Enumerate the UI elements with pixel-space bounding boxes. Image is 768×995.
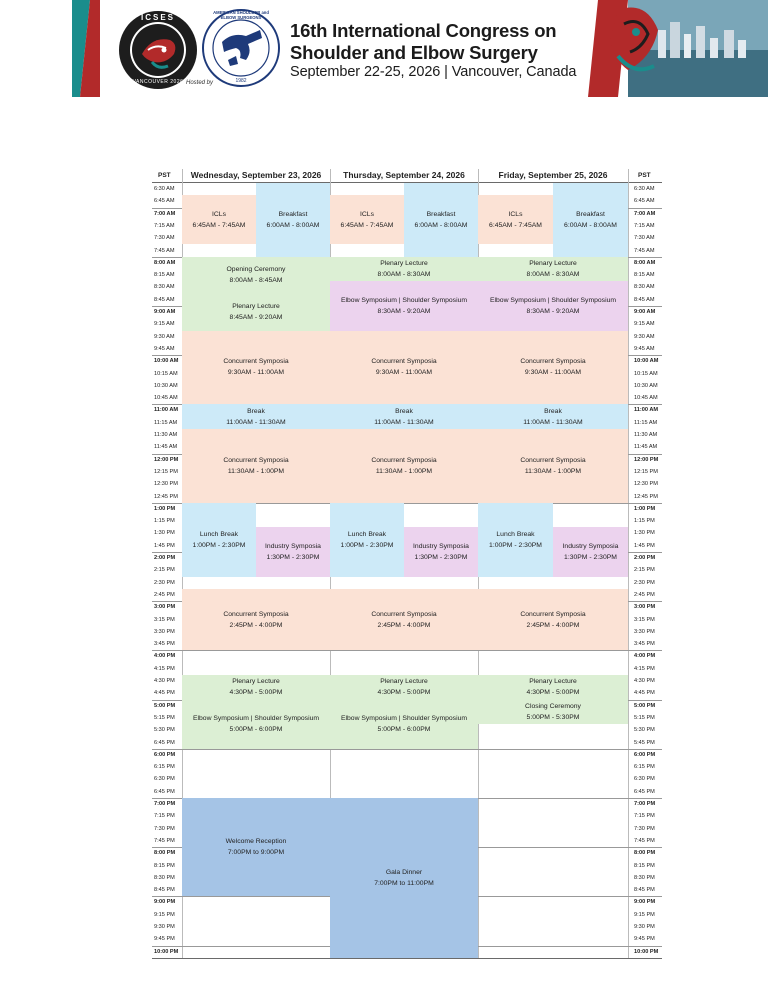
time-label-right: 12:15 PM [634,468,658,475]
event-block [478,257,628,282]
event-name: ICLs [212,210,226,218]
event-block [256,183,330,257]
time-label-left: 10:00 AM [154,358,179,365]
time-label-left: 9:15 PM [154,911,175,918]
event-block [478,404,628,429]
time-label-left: 9:00 AM [154,309,176,315]
time-label-left: 6:30 PM [154,776,175,783]
time-label-left: 6:45 PM [154,788,175,795]
time-label-left: 12:15 PM [154,468,178,475]
time-label-right: 6:30 PM [634,776,655,783]
event-block [182,404,330,429]
time-label-left: 11:30 AM [154,432,178,438]
time-label-right: 2:30 PM [634,579,655,586]
event-time: 6:00AM - 8:00AM [414,221,468,229]
event-time: 1:30PM - 2:30PM [564,553,617,561]
time-label-left: 10:30 AM [154,382,178,389]
time-label-right: 4:45 PM [634,690,655,697]
time-label-left: 8:15 AM [154,272,175,279]
time-label-right: 3:15 PM [634,616,655,623]
event-block [478,503,553,577]
icses-logo-text: ICSES [140,13,175,22]
event-name: Lunch Break [496,530,535,538]
event-name: Plenary Lecture [232,303,280,311]
time-label-left: 3:45 PM [154,641,175,648]
time-label-right: 10:45 AM [634,395,658,402]
event-name: Concurrent Symposia [520,358,586,366]
event-time: 6:00AM - 8:00AM [564,221,617,229]
event-block [330,429,478,503]
ases-logo-year: 1982 [235,78,247,84]
event-name: Concurrent Symposia [520,456,586,464]
time-label-right: 6:45 PM [634,788,655,795]
event-time: 1:00PM - 2:30PM [192,541,246,549]
time-label-right: 12:30 PM [634,481,658,488]
event-dates-location: September 22-25, 2026 | Vancouver, Canada [290,64,577,80]
event-block [182,675,330,700]
time-label-right: 8:00 PM [634,850,656,857]
time-label-right: 12:45 PM [634,493,658,500]
time-label-right: 9:15 PM [634,911,655,918]
event-block [553,527,628,576]
event-name: Plenary Lecture [380,260,428,268]
event-block [182,294,330,331]
time-label-left: 11:15 AM [154,419,178,426]
event-block [478,700,628,725]
event-name: Break [395,407,413,415]
time-label-left: 12:00 PM [154,456,179,463]
event-time: 8:45AM - 9:20AM [229,314,283,322]
event-time: 6:45AM - 7:45AM [192,221,246,229]
event-name: Lunch Break [199,530,239,538]
event-name: Plenary Lecture [232,678,280,686]
event-block [330,281,478,330]
time-label-right: 9:00 AM [634,309,656,315]
time-label-right: 8:30 PM [634,874,655,881]
event-name: Elbow Symposium | Shoulder Symposium [489,296,617,304]
event-block [553,183,628,257]
time-label-right: 6:00 PM [634,751,656,758]
time-label-left: 8:45 PM [154,887,175,894]
time-label-left: 2:45 PM [154,591,175,598]
time-label-left: 7:30 PM [154,825,175,832]
event-name: Industry Symposia [413,542,469,550]
time-label-right: 1:15 PM [634,518,655,525]
time-label-left: 4:00 PM [154,653,176,660]
event-block [330,331,478,405]
event-block [404,527,478,576]
event-name: Welcome Reception [225,838,287,846]
event-name: Concurrent Symposia [223,610,289,618]
time-label-left: 2:00 PM [154,555,176,561]
time-label-right: 2:45 PM [634,591,655,598]
time-label-right: 6:45 AM [634,198,655,205]
event-time: 5:00PM - 5:30PM [526,713,580,721]
event-block [478,331,628,405]
event-name: Closing Ceremony [525,702,581,710]
title-line-1: 16th International Congress on [290,20,557,41]
time-label-right: 10:00 PM [634,948,659,955]
event-name: Elbow Symposium | Shoulder Symposium [340,296,468,304]
event-time: 4:30PM - 5:00PM [526,689,580,697]
time-label-right: 8:00 AM [634,259,656,266]
hour-rule [152,749,662,750]
event-time: 11:00AM - 11:30AM [374,418,434,426]
event-name: Gala Dinner [385,868,423,876]
event-time: 11:00AM - 11:30AM [226,418,286,426]
time-label-left: 6:30 AM [154,186,175,192]
event-block [478,429,628,503]
event-name: Breakfast [278,210,308,218]
time-label-right: 4:15 PM [634,665,655,672]
time-label-left: 5:15 PM [154,714,175,721]
time-label-right: 3:45 PM [634,641,655,648]
event-name: Concurrent Symposia [371,358,437,366]
time-label-left: 12:30 PM [154,481,178,488]
time-label-right: 9:00 PM [634,899,656,906]
time-label-right: 6:30 AM [634,186,655,192]
time-label-left: 7:30 AM [154,235,175,242]
time-label-left: 8:45 AM [154,296,175,303]
event-name: Concurrent Symposia [371,456,437,464]
event-time: 1:30PM - 2:30PM [266,553,320,561]
time-label-left: 10:00 PM [154,948,179,955]
time-label-right: 11:00 AM [634,407,659,414]
time-label-left: 3:15 PM [154,616,175,623]
time-label-left: 7:45 PM [154,837,175,844]
time-label-right: 10:00 AM [634,358,659,365]
time-label-left: 9:00 PM [154,899,176,906]
event-time: 6:45AM - 7:45AM [489,221,542,229]
time-label-right: 5:30 PM [634,727,655,734]
time-label-right: 8:45 PM [634,887,655,894]
time-label-right: 7:00 PM [634,801,656,807]
time-label-right: 5:45 PM [634,739,655,746]
event-time: 8:30AM - 9:20AM [526,307,580,315]
event-time: 11:00AM - 11:30AM [523,418,583,426]
ases-logo-text: AMERICAN SHOULDER and ELBOW SURGEONS [213,10,269,20]
time-label-right: 12:00 PM [634,456,659,463]
time-label-left: 6:00 PM [154,751,176,758]
time-label-left: 1:30 PM [154,530,175,537]
event-block [330,195,404,244]
time-label-left: 7:45 AM [154,247,175,254]
time-label-left: 8:30 AM [154,284,175,291]
tz-label-left: PST [158,172,171,179]
time-label-right: 1:30 PM [634,530,655,537]
time-label-right: 7:30 AM [634,235,655,242]
time-label-right: 1:45 PM [634,542,655,549]
event-time: 1:30PM - 2:30PM [414,553,468,561]
time-label-right: 11:45 AM [634,444,658,451]
time-label-right: 11:15 AM [634,419,658,426]
event-name: ICLs [508,210,523,218]
time-label-left: 10:45 AM [154,395,178,402]
day-header-friday: Friday, September 25, 2026 [498,170,608,180]
event-block [330,700,478,749]
time-label-right: 2:15 PM [634,567,655,574]
time-label-left: 1:15 PM [154,518,175,525]
day-header-thursday: Thursday, September 24, 2026 [343,170,465,180]
time-label-left: 9:15 AM [154,321,175,328]
time-label-left: 8:30 PM [154,874,175,881]
time-label-left: 7:15 PM [154,813,175,820]
time-label-left: 11:00 AM [154,407,179,414]
event-block [330,404,478,429]
event-name: ICLs [360,210,374,218]
event-time: 8:00AM - 8:30AM [377,271,431,279]
event-time: 2:45PM - 4:00PM [229,621,283,629]
event-name: Industry Symposia [562,542,619,550]
event-block [330,257,478,282]
event-block [182,589,330,651]
day-header-wednesday: Wednesday, September 23, 2026 [190,170,322,180]
time-label-right: 2:00 PM [634,555,656,561]
tz-label-right: PST [638,172,651,179]
event-block [330,589,478,651]
event-name: Lunch Break [347,530,387,538]
event-name: Industry Symposia [265,542,321,550]
time-label-right: 7:45 PM [634,837,655,844]
time-label-right: 8:15 AM [634,272,655,279]
event-time: 4:30PM - 5:00PM [229,689,283,697]
time-label-left: 8:00 PM [154,850,176,857]
time-label-right: 6:15 PM [634,764,655,771]
event-block [330,503,404,577]
time-label-right: 8:15 PM [634,862,655,869]
hosted-by-label: Hosted by [186,80,214,86]
event-name: Break [544,407,562,415]
time-label-left: 7:00 PM [154,801,176,807]
event-time: 2:45PM - 4:00PM [377,621,431,629]
time-label-right: 4:00 PM [634,653,656,660]
time-label-right: 9:45 PM [634,936,655,943]
event-time: 9:30AM - 11:00AM [227,369,285,377]
time-label-left: 9:45 AM [154,345,175,352]
event-time: 4:30PM - 5:00PM [377,689,431,697]
event-block [478,675,628,700]
time-label-right: 9:30 AM [634,333,655,340]
event-block [182,798,330,896]
event-block [182,195,256,244]
time-label-left: 5:30 PM [154,727,175,734]
time-label-left: 5:00 PM [154,702,176,709]
time-label-left: 1:00 PM [154,505,176,512]
event-name: Elbow Symposium | Shoulder Symposium [192,715,320,723]
icses-logo-subtext: VANCOUVER 2026 [132,79,184,85]
time-label-right: 1:00 PM [634,505,656,512]
time-label-left: 4:30 PM [154,678,175,684]
time-label-right: 3:30 PM [634,628,655,635]
event-time: 6:45AM - 7:45AM [340,221,394,229]
event-name: Concurrent Symposia [223,456,289,464]
hour-rule [152,650,662,651]
time-label-right: 8:45 AM [634,296,655,303]
title-line-2: Shoulder and Elbow Surgery [290,42,538,63]
event-time: 7:00PM to 9:00PM [227,849,285,857]
time-label-right: 11:30 AM [634,432,658,438]
event-block [182,257,330,294]
time-label-right: 7:15 PM [634,813,655,820]
time-label-right: 8:30 AM [634,284,655,291]
time-label-left: 7:15 AM [154,222,175,229]
event-name: Concurrent Symposia [371,610,437,618]
event-name: Elbow Symposium | Shoulder Symposium [340,715,468,723]
event-block [182,700,330,749]
event-block [256,527,330,576]
time-label-left: 3:30 PM [154,628,175,635]
column-divider [628,169,629,959]
event-block [478,195,553,244]
event-time: 8:00AM - 8:45AM [229,277,283,285]
time-label-left: 6:15 PM [154,764,175,771]
time-label-left: 6:45 AM [154,198,175,205]
event-name: Concurrent Symposia [223,358,289,366]
event-block [404,183,478,257]
event-time: 9:30AM - 11:00AM [524,369,582,377]
time-label-left: 12:45 PM [154,493,178,500]
event-time: 11:30AM - 1:00PM [524,467,582,475]
event-name: Plenary Lecture [529,678,577,686]
event-name: Plenary Lecture [529,260,577,268]
time-label-right: 7:45 AM [634,247,655,254]
bottom-rule [152,958,662,959]
event-time: 2:45PM - 4:00PM [526,621,580,629]
event-time: 1:00PM - 2:30PM [489,541,542,549]
event-block [182,331,330,405]
event-time: 7:00PM to 11:00PM [374,879,434,887]
event-block [330,675,478,700]
time-label-left: 9:30 AM [154,333,175,340]
event-name: Opening Ceremony [226,266,286,274]
event-name: Breakfast [576,210,605,218]
event-time: 5:00PM - 6:00PM [229,726,283,734]
event-block [478,281,628,330]
time-label-right: 3:00 PM [634,604,656,611]
time-label-left: 4:45 PM [154,690,175,697]
time-label-right: 9:15 AM [634,321,655,328]
time-label-left: 7:00 AM [154,210,176,217]
event-name: Break [247,407,265,415]
time-label-left: 8:15 PM [154,862,175,869]
time-label-left: 6:45 PM [154,739,175,746]
event-block [182,503,256,577]
time-label-right: 5:00 PM [634,702,656,709]
event-name: Plenary Lecture [380,678,428,686]
time-label-left: 2:15 PM [154,567,175,574]
time-label-left: 9:45 PM [154,936,175,943]
time-label-left: 1:45 PM [154,542,175,549]
event-time: 11:30AM - 1:00PM [227,467,285,475]
time-label-left: 3:00 PM [154,604,176,611]
time-label-right: 7:00 AM [634,210,656,217]
time-label-right: 7:15 AM [634,222,655,229]
time-label-right: 4:30 PM [634,678,655,684]
time-label-right: 7:30 PM [634,825,655,832]
time-label-right: 9:30 PM [634,924,655,930]
event-name: Concurrent Symposia [520,610,586,618]
time-label-left: 4:15 PM [154,665,175,672]
event-time: 8:30AM - 9:20AM [377,307,431,315]
time-label-left: 8:00 AM [154,259,176,266]
time-label-left: 10:15 AM [154,370,178,377]
event-time: 1:00PM - 2:30PM [340,541,394,549]
event-block [330,798,478,958]
time-label-right: 10:15 AM [634,370,658,377]
event-block [182,429,330,503]
event-time: 11:30AM - 1:00PM [375,467,433,475]
time-label-right: 9:45 AM [634,345,655,352]
time-label-right: 10:30 AM [634,382,658,389]
time-label-left: 11:45 AM [154,444,178,451]
event-time: 5:00PM - 6:00PM [377,726,431,734]
event-block [478,589,628,651]
event-time: 6:00AM - 8:00AM [266,221,320,229]
event-time: 8:00AM - 8:30AM [526,271,580,279]
event-name: Breakfast [426,210,456,218]
time-label-right: 5:15 PM [634,714,655,721]
event-time: 9:30AM - 11:00AM [375,369,433,377]
time-label-left: 2:30 PM [154,579,175,586]
time-label-left: 9:30 PM [154,924,175,930]
